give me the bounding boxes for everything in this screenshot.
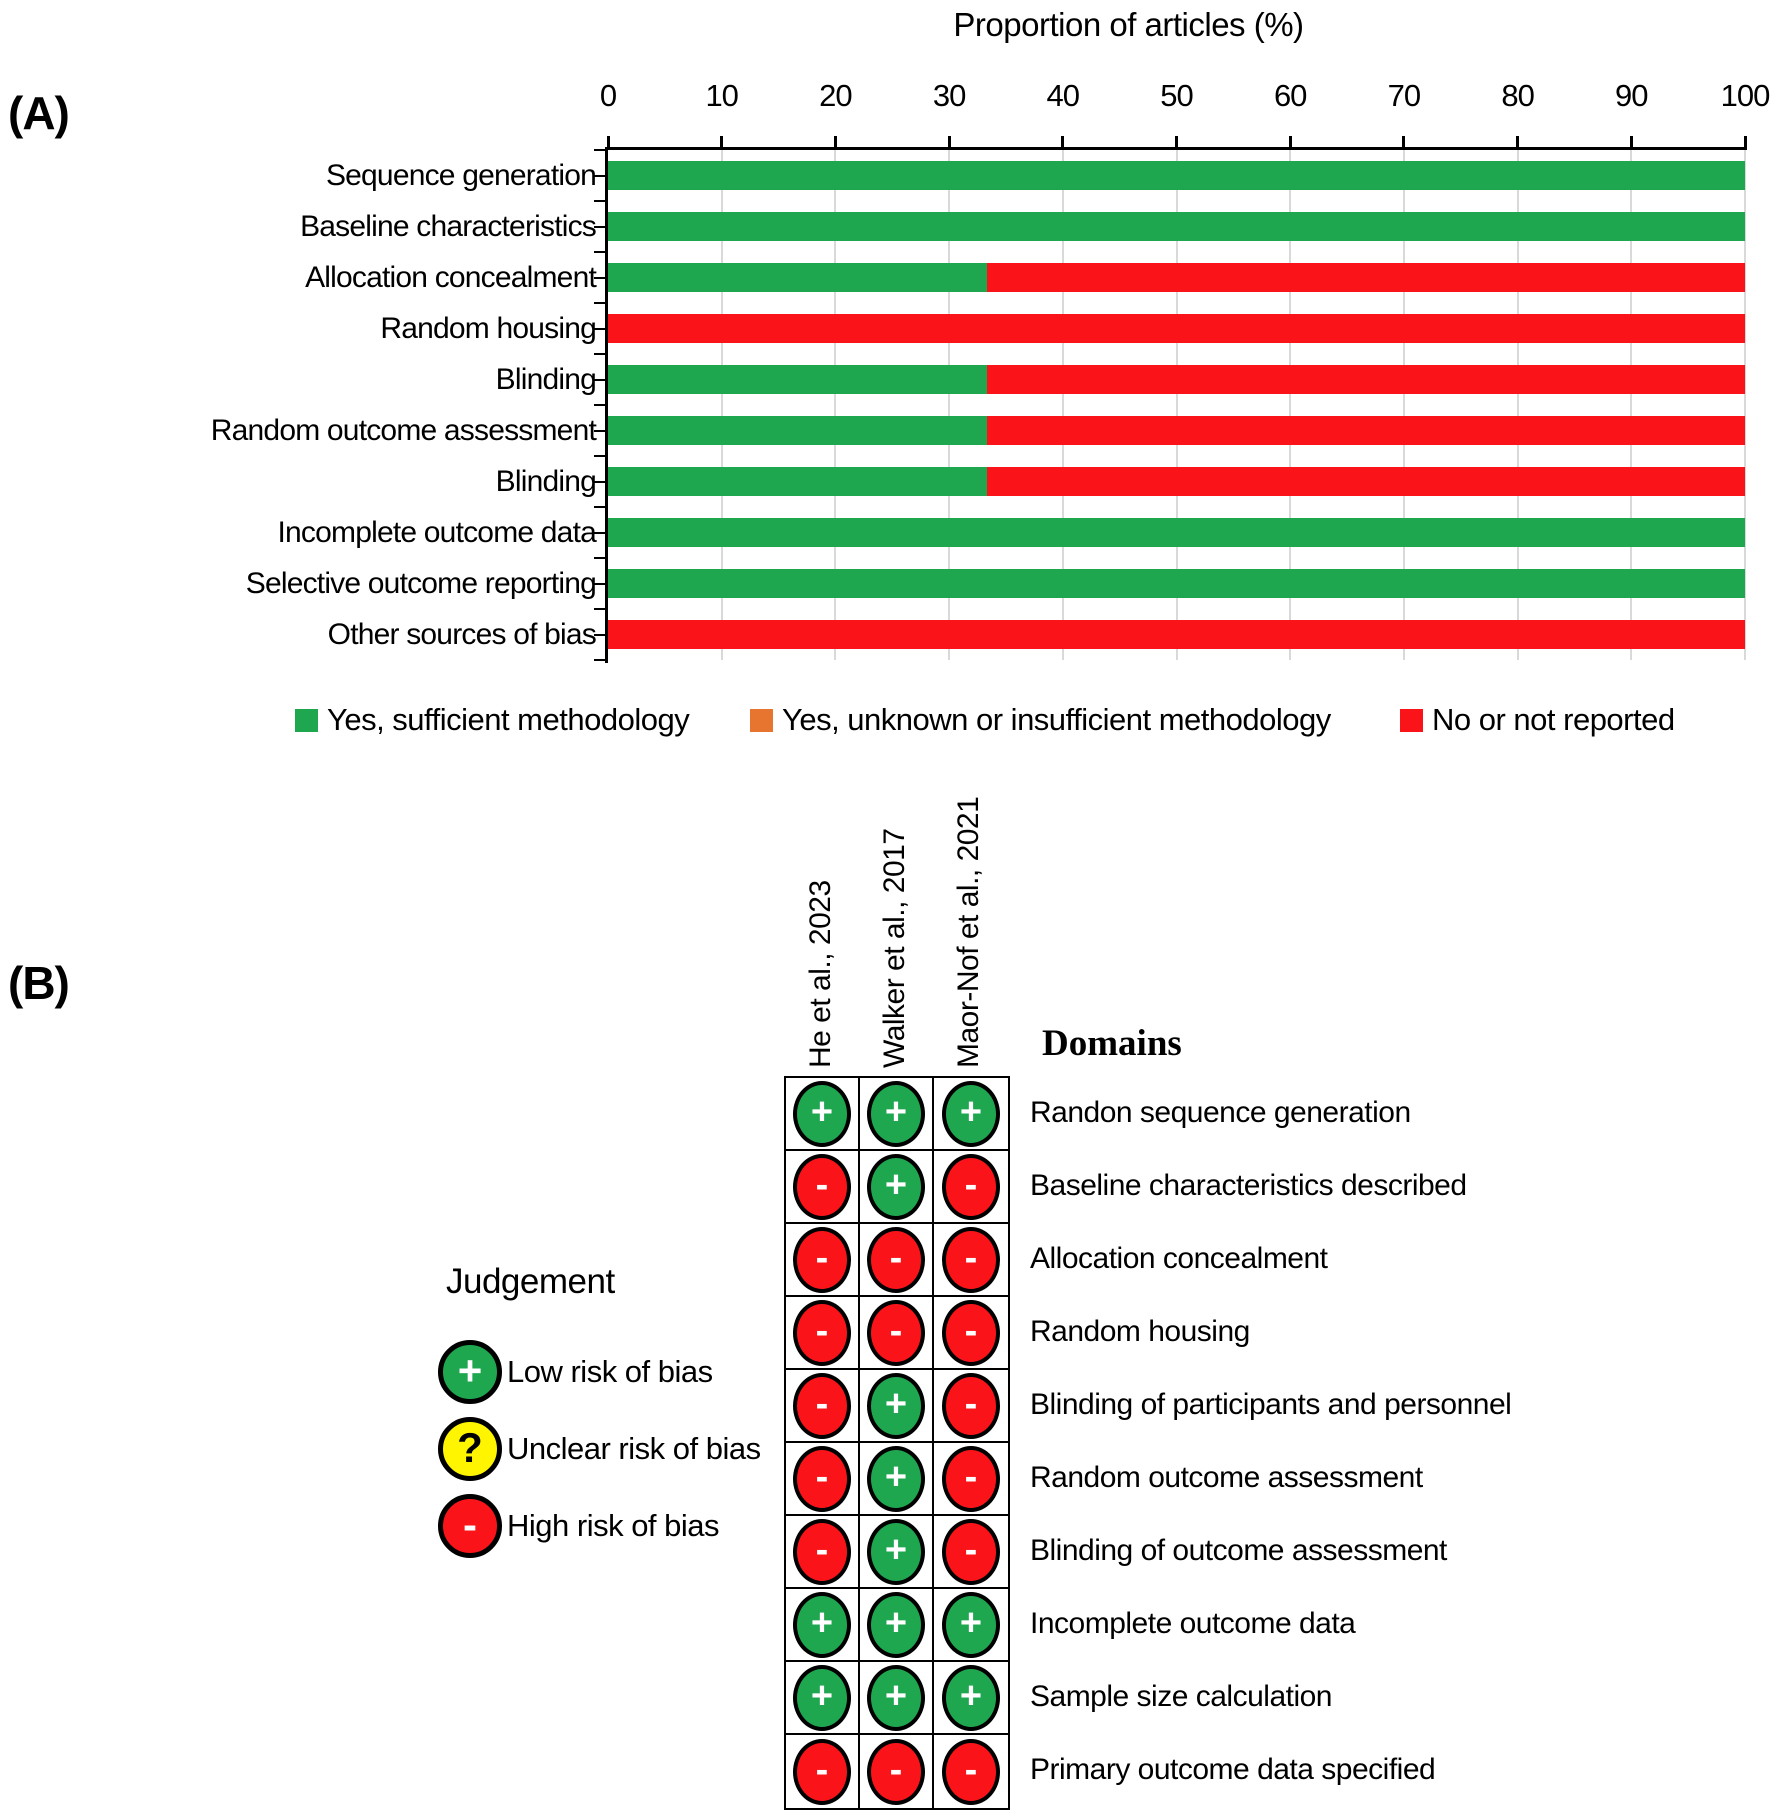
x-axis-tick: [1175, 136, 1178, 147]
rob-cell: [934, 1589, 1008, 1662]
rob-cell: [786, 1662, 860, 1735]
x-tick-label: 10: [705, 78, 738, 113]
rob-cell: [934, 1443, 1008, 1516]
x-axis-tick: [1402, 136, 1405, 147]
domain-label: Blinding of participants and personnel: [1030, 1388, 1512, 1421]
category-label: Random outcome assessment: [210, 414, 596, 447]
x-axis-tick: [1630, 136, 1633, 147]
rob-minus-icon: [793, 1446, 851, 1512]
rob-cell: [860, 1516, 934, 1589]
category-label: Blinding: [495, 363, 596, 396]
category-label: Random housing: [380, 312, 596, 345]
rob-cell: [786, 1443, 860, 1516]
bar-segment-yes: [608, 518, 1745, 547]
rob-symbol: -: [889, 1237, 903, 1279]
rob-symbol: +: [884, 1091, 908, 1133]
rob-cell: [934, 1662, 1008, 1735]
rob-symbol: +: [884, 1529, 908, 1571]
rob-plus-icon: [793, 1665, 851, 1731]
legend-swatch-icon: [295, 709, 318, 732]
bar-segment-yes: [608, 365, 987, 394]
rob-cell: [786, 1078, 860, 1151]
rob-symbol: -: [964, 1237, 978, 1279]
rob-symbol: +: [884, 1456, 908, 1498]
x-tick-label: 90: [1615, 78, 1648, 113]
domain-label: Sample size calculation: [1030, 1680, 1332, 1713]
rob-symbol: +: [810, 1602, 834, 1644]
rob-minus-icon: [942, 1154, 1000, 1220]
rob-symbol: +: [884, 1602, 908, 1644]
domain-label: Randon sequence generation: [1030, 1096, 1411, 1129]
bar-segment-yes: [608, 161, 1745, 190]
bar-row: [608, 161, 1745, 190]
domain-label: Incomplete outcome data: [1030, 1607, 1356, 1640]
rob-symbol: -: [964, 1749, 978, 1791]
bar-row: [608, 518, 1745, 547]
x-axis-tick: [720, 136, 723, 147]
rob-symbol: -: [815, 1310, 829, 1352]
category-label: Blinding: [495, 465, 596, 498]
rob-minus-icon: [867, 1300, 925, 1366]
rob-cell: [934, 1370, 1008, 1443]
x-tick-label: 100: [1720, 78, 1770, 113]
legend-label: No or not reported: [1432, 702, 1675, 737]
panel-a-label: (A): [8, 87, 69, 139]
bar-segment-no: [987, 263, 1745, 292]
rob-cell: [786, 1589, 860, 1662]
judgement-legend-label: High risk of bias: [507, 1508, 720, 1543]
rob-cell: [934, 1078, 1008, 1151]
bar-segment-yes: [608, 263, 987, 292]
rob-minus-icon: [867, 1739, 925, 1805]
rob-minus-icon: [793, 1300, 851, 1366]
x-tick-label: 40: [1046, 78, 1080, 113]
rob-symbol: -: [964, 1383, 978, 1425]
rob-symbol: +: [884, 1383, 908, 1425]
rob-plus-icon: [867, 1665, 925, 1731]
bar-row: [608, 569, 1745, 598]
bar-row: [608, 263, 1745, 292]
x-axis-tick: [1516, 136, 1519, 147]
rob-cell: [860, 1224, 934, 1297]
rob-cell: [934, 1297, 1008, 1370]
bar-segment-yes: [608, 569, 1745, 598]
rob-symbol: -: [815, 1164, 829, 1206]
rob-symbol: -: [889, 1749, 903, 1791]
domain-label: Allocation concealment: [1030, 1242, 1328, 1275]
rob-cell: [934, 1151, 1008, 1224]
bar-segment-no: [987, 365, 1745, 394]
rob-symbol: -: [964, 1310, 978, 1352]
bar-segment-no: [987, 467, 1745, 496]
legend-item: [295, 698, 689, 742]
judgement-legend: [438, 1340, 761, 1558]
category-label: Selective outcome reporting: [245, 567, 596, 600]
bar-row: [608, 416, 1745, 445]
rob-symbol: +: [959, 1091, 983, 1133]
rob-symbol: -: [815, 1237, 829, 1279]
rob-cell: [860, 1735, 934, 1808]
judgement-symbol: +: [457, 1346, 483, 1394]
x-tick-label: 20: [819, 78, 852, 113]
bar-segment-no: [608, 314, 1745, 343]
rob-symbol: +: [959, 1675, 983, 1717]
domain-label: Random outcome assessment: [1030, 1461, 1423, 1494]
legend-item: [750, 698, 1331, 742]
rob-symbol: +: [810, 1675, 834, 1717]
bar-row: [608, 212, 1745, 241]
domain-label: Blinding of outcome assessment: [1030, 1534, 1447, 1567]
judgement-symbol: ?: [457, 1423, 483, 1471]
rob-symbol: -: [815, 1529, 829, 1571]
rob-minus-icon: [793, 1227, 851, 1293]
rob-plus-icon: [867, 1081, 925, 1147]
x-axis-tick: [834, 136, 837, 147]
rob-cell: [860, 1078, 934, 1151]
rob-cell: [934, 1516, 1008, 1589]
rob-minus-icon: [793, 1519, 851, 1585]
rob-symbol: -: [889, 1310, 903, 1352]
rob-minus-icon: [942, 1300, 1000, 1366]
category-label: Other sources of bias: [327, 618, 596, 651]
judgement-heading: Judgement: [446, 1262, 615, 1301]
x-tick-label: 60: [1273, 78, 1307, 113]
rob-plus-icon: [867, 1446, 925, 1512]
bar-segment-no: [608, 620, 1745, 649]
x-tick-label: 0: [599, 78, 617, 113]
rob-symbol: +: [810, 1091, 834, 1133]
domain-label: Baseline characteristics described: [1030, 1169, 1467, 1202]
bar-segment-yes: [608, 467, 987, 496]
rob-cell: [786, 1735, 860, 1808]
category-label: Baseline characteristics: [300, 210, 596, 243]
rob-minus-icon: [942, 1373, 1000, 1439]
bar-row: [608, 467, 1745, 496]
legend-swatch-icon: [750, 709, 773, 732]
rob-minus-icon: [867, 1227, 925, 1293]
rob-cell: [860, 1443, 934, 1516]
rob-symbol: -: [964, 1164, 978, 1206]
rob-plus-icon: [867, 1373, 925, 1439]
rob-plus-icon: [867, 1154, 925, 1220]
chart-legend: [0, 698, 1772, 742]
rob-minus-icon: [942, 1519, 1000, 1585]
rob-cell: [786, 1224, 860, 1297]
x-tick-label: 70: [1387, 78, 1421, 113]
rob-cell: [860, 1589, 934, 1662]
rob-cell: [934, 1224, 1008, 1297]
chart-title: Proportion of articles (%): [953, 6, 1304, 43]
rob-symbol: +: [884, 1164, 908, 1206]
rob-cell: [786, 1297, 860, 1370]
legend-swatch-icon: [1400, 709, 1423, 732]
category-label: Allocation concealment: [305, 261, 596, 294]
rob-minus-icon: [942, 1446, 1000, 1512]
domains-heading: Domains: [1042, 1023, 1182, 1064]
rob-symbol: -: [815, 1749, 829, 1791]
rob-symbol: +: [884, 1675, 908, 1717]
bar-row: [608, 365, 1745, 394]
rob-cell: [786, 1370, 860, 1443]
x-tick-label: 80: [1501, 78, 1534, 113]
bar-row: [608, 314, 1745, 343]
bar-segment-yes: [608, 416, 987, 445]
x-tick-label: 50: [1160, 78, 1193, 113]
rob-plus-icon: [793, 1081, 851, 1147]
rob-cell: [786, 1151, 860, 1224]
rob-cell: [934, 1735, 1008, 1808]
judgement-legend-item: [438, 1494, 761, 1558]
rob-plus-icon: [867, 1592, 925, 1658]
rob-plus-icon: [942, 1592, 1000, 1658]
legend-label: Yes, unknown or insufficient methodology: [782, 702, 1331, 737]
rob-minus-icon: [942, 1227, 1000, 1293]
rob-symbol: -: [964, 1456, 978, 1498]
domain-label: Primary outcome data specified: [1030, 1753, 1436, 1786]
domain-label: Random housing: [1030, 1315, 1250, 1348]
bar-segment-no: [987, 416, 1745, 445]
category-label: Incomplete outcome data: [277, 516, 596, 549]
rob-minus-icon: [942, 1739, 1000, 1805]
rob-cell: [860, 1151, 934, 1224]
x-axis-tick: [1061, 136, 1064, 147]
bar-segment-yes: [608, 212, 1745, 241]
study-column-header: He et al., 2023: [804, 880, 837, 1068]
rob-symbol: -: [964, 1529, 978, 1571]
rob-minus-icon: [793, 1373, 851, 1439]
legend-item: [1400, 698, 1675, 742]
judgement-symbol: -: [463, 1500, 477, 1548]
x-axis-tick: [1289, 136, 1292, 147]
x-tick-label: 30: [932, 78, 966, 113]
rob-cell: [860, 1662, 934, 1735]
judgement-question-icon: [438, 1417, 502, 1481]
bar-chart-plot-area: [608, 150, 1745, 660]
rob-cell: [786, 1516, 860, 1589]
judgement-legend-item: [438, 1340, 761, 1404]
rob-plus-icon: [867, 1519, 925, 1585]
bar-row: [608, 620, 1745, 649]
rob-cell: [860, 1297, 934, 1370]
rob-minus-icon: [793, 1154, 851, 1220]
judgement-minus-icon: [438, 1494, 502, 1558]
rob-symbol: -: [815, 1456, 829, 1498]
x-axis-tick: [1744, 136, 1747, 147]
rob-plus-icon: [793, 1592, 851, 1658]
judgement-legend-item: [438, 1417, 761, 1481]
x-axis-tick: [607, 136, 610, 147]
x-axis-tick-labels: [599, 78, 1770, 118]
category-label: Sequence generation: [325, 159, 596, 192]
judgement-legend-label: Low risk of bias: [507, 1354, 713, 1389]
rob-symbol: +: [959, 1602, 983, 1644]
rob-plus-icon: [942, 1081, 1000, 1147]
legend-label: Yes, sufficient methodology: [327, 702, 690, 737]
rob-minus-icon: [793, 1739, 851, 1805]
rob-plus-icon: [942, 1665, 1000, 1731]
study-column-header: Maor-Nof et al., 2021: [952, 796, 985, 1068]
rob-symbol: -: [815, 1383, 829, 1425]
risk-of-bias-grid: [784, 1076, 1010, 1810]
x-axis-tick: [948, 136, 951, 147]
judgement-legend-label: Unclear risk of bias: [507, 1431, 761, 1466]
judgement-plus-icon: [438, 1340, 502, 1404]
rob-cell: [860, 1370, 934, 1443]
panel-b-label: (B): [8, 957, 69, 1009]
study-column-header: Walker et al., 2017: [878, 828, 911, 1068]
